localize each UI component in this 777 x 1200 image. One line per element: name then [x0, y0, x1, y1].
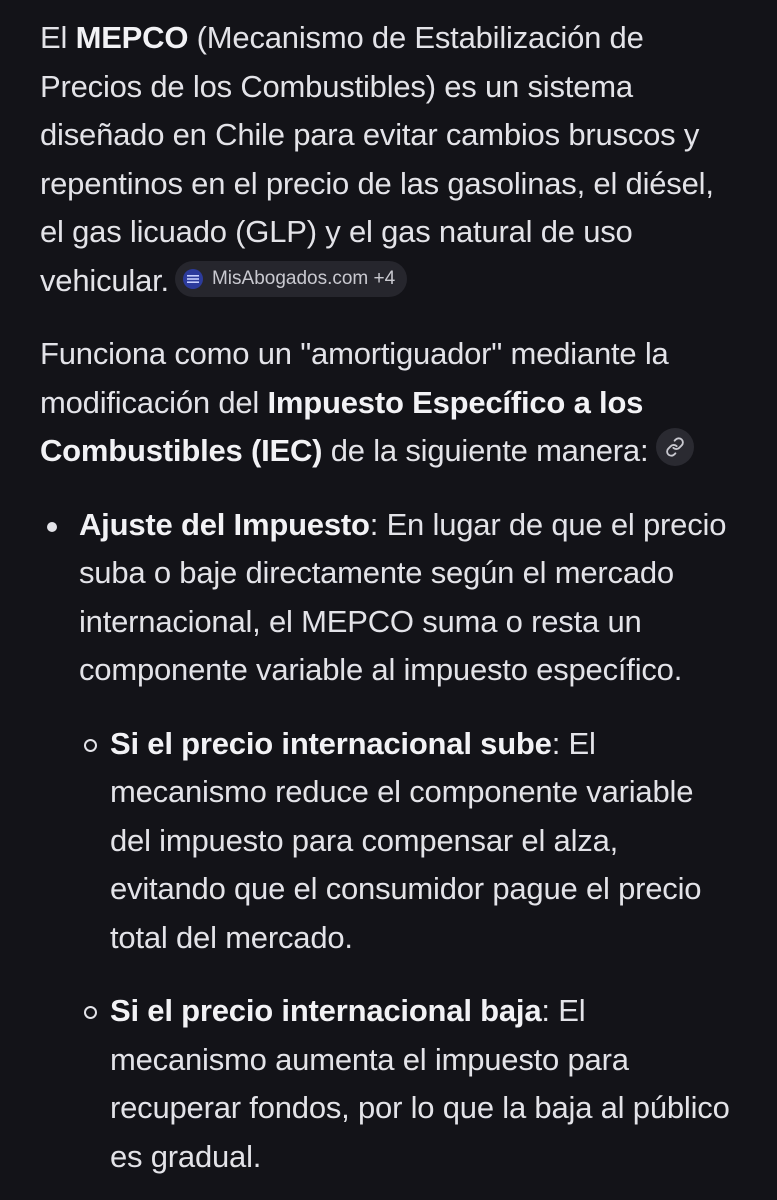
link-icon[interactable] — [656, 428, 694, 466]
source-chip[interactable] — [175, 261, 407, 297]
mechanism-paragraph — [40, 330, 730, 476]
sub-item-text: : El mecanismo reduce el componente variable del impuesto para compensar el alza, evitando que el consumidor pague el precio total del mercado. — [110, 725, 702, 955]
source-extra-count: +4 — [373, 267, 396, 289]
sub-list — [79, 720, 730, 1182]
site-favicon-icon — [183, 269, 203, 289]
mepco-bold: MEPCO — [75, 20, 189, 55]
mechanism-text-start: Funciona como un "amortiguador" mediante la modificación del — [40, 336, 669, 420]
intro-text-start: El — [40, 20, 76, 55]
bullet-list — [40, 501, 730, 1182]
list-item-ajuste — [40, 501, 730, 1182]
intro-paragraph — [40, 14, 730, 305]
sub-item-baja — [79, 987, 730, 1181]
sub-item-title: Si el precio internacional baja — [110, 993, 542, 1028]
response-content — [40, 14, 730, 1181]
iec-bold: Impuesto Específico a los Combustibles (IEC) — [40, 384, 644, 468]
source-name: MisAbogados.com — [211, 267, 369, 289]
bullet-title: Ajuste del Impuesto — [79, 506, 370, 542]
intro-text-rest: (Mecanismo de Estabilización de Precios de los Combustibles) es un sistema diseñado en Chile para evitar cambios bruscos y repentinos en el precio de las gasolinas, el diésel, el gas licuado (GLP) y el gas natural de uso vehicular. — [40, 20, 714, 298]
source-chip-label — [212, 261, 395, 297]
sub-item-title: Si el precio internacional sube — [110, 725, 552, 761]
mechanism-text-end: de la siguiente manera: — [322, 433, 649, 468]
sub-item-text: : El mecanismo aumenta el impuesto para recuperar fondos, por lo que la baja al público es gradual. — [110, 993, 730, 1174]
bullet-text: : En lugar de que el precio suba o baje directamente según el mercado internacional, el MEPCO suma o resta un componente variable al impuesto específico. — [79, 506, 727, 687]
sub-item-sube — [79, 720, 730, 963]
